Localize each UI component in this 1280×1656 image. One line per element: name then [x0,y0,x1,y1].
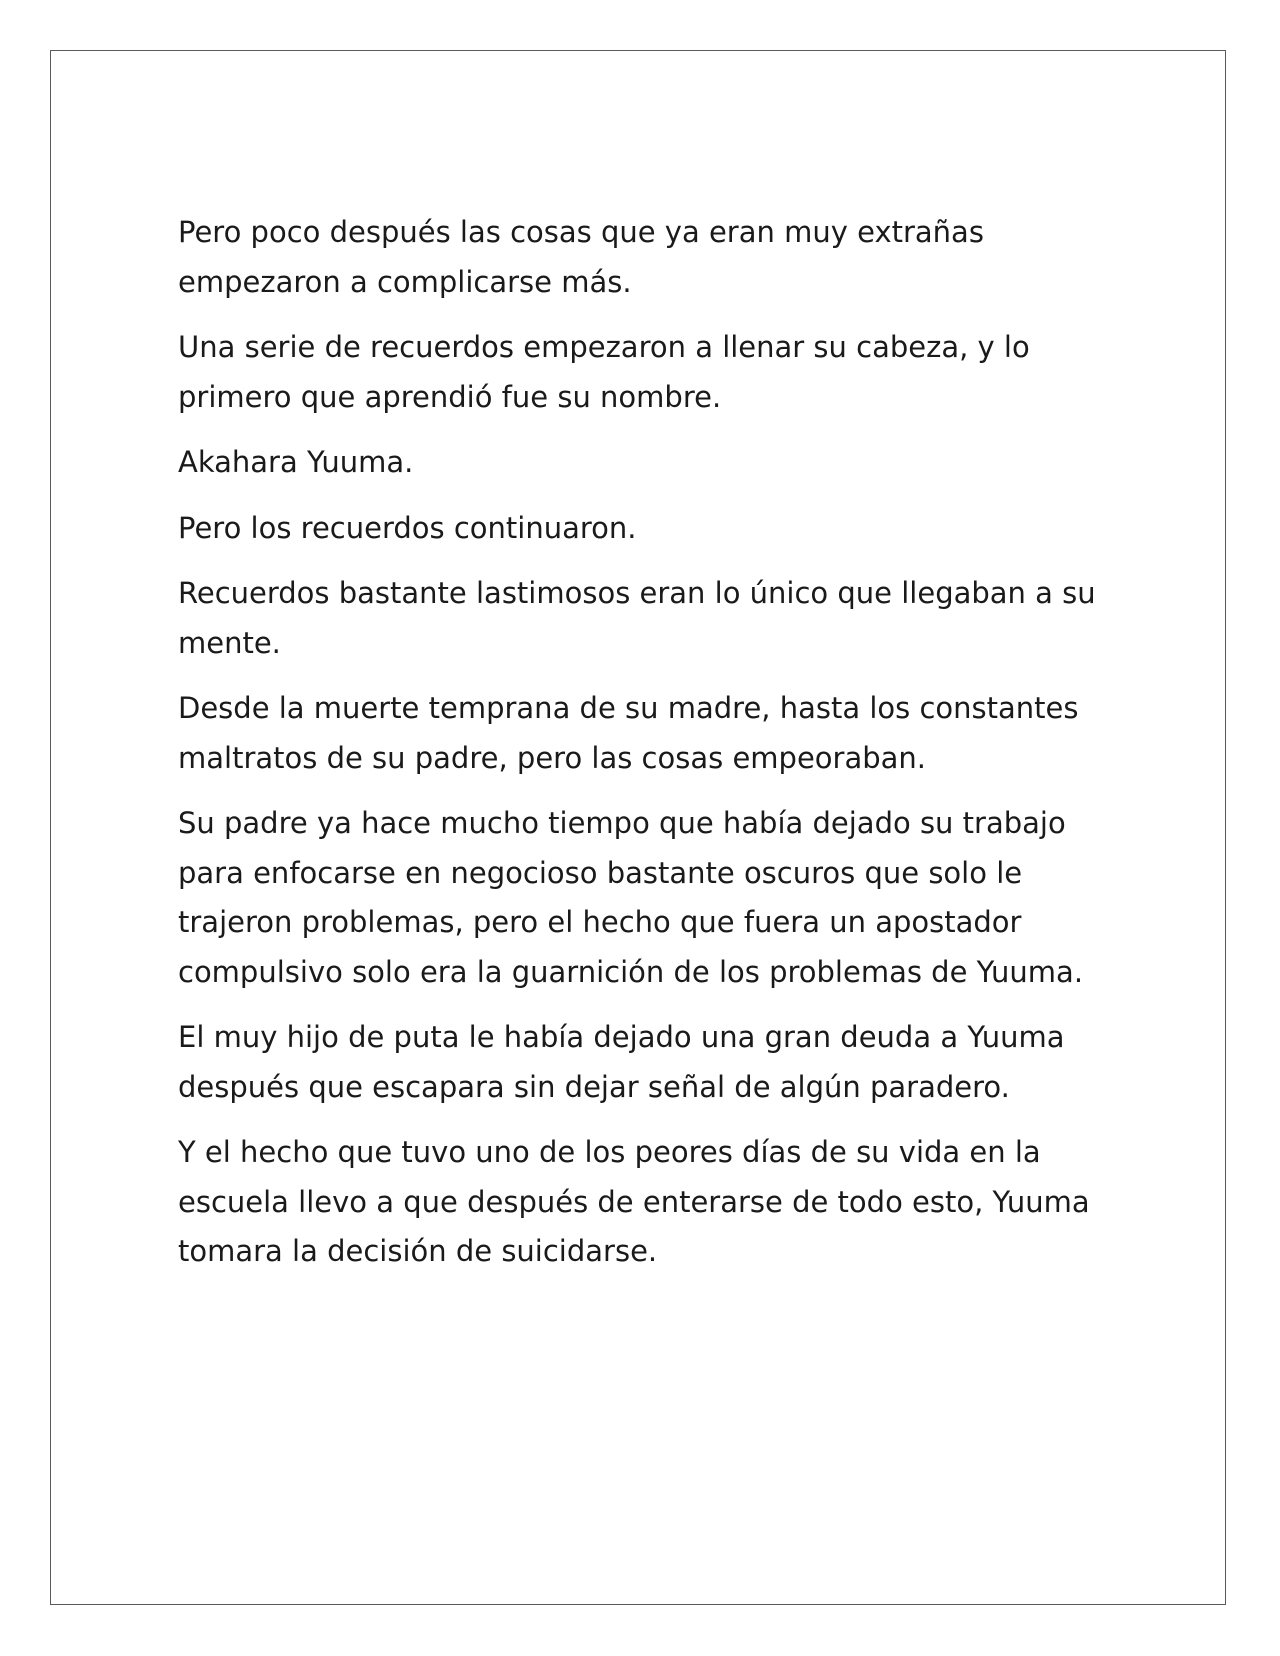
paragraph: Pero poco después las cosas que ya eran muy extrañas empezaron a complicarse más. [178,215,984,299]
paragraph: El muy hijo de puta le había dejado una gran deuda a Yuuma después que escapara sin dejar señal de algún paradero. [178,1020,1065,1104]
paragraph: Akahara Yuuma. [178,445,414,479]
paragraph: Su padre ya hace mucho tiempo que había dejado su trabajo para enfocarse en negocioso bastante oscuros que solo le trajeron problemas, pero el hecho que fuera un apostador compulsivo solo era la guarnición de los problemas de Yuuma. [178,806,1084,989]
paragraph: Una serie de recuerdos empezaron a llenar su cabeza, y lo primero que aprendió fue su nombre. [178,330,1030,414]
paragraph: Y el hecho que tuvo uno de los peores días de su vida en la escuela llevo a que después de enterarse de todo esto, Yuuma tomara la decisión de suicidarse. [178,1135,1090,1268]
paragraph: Pero los recuerdos continuaron. [178,510,637,545]
document-body [178,208,1113,1293]
paragraph: Desde la muerte temprana de su madre, hasta los constantes maltratos de su padre, pero las cosas empeoraban. [178,691,1079,775]
paragraph: Recuerdos bastante lastimosos eran lo único que llegaban a su mente. [178,576,1096,660]
